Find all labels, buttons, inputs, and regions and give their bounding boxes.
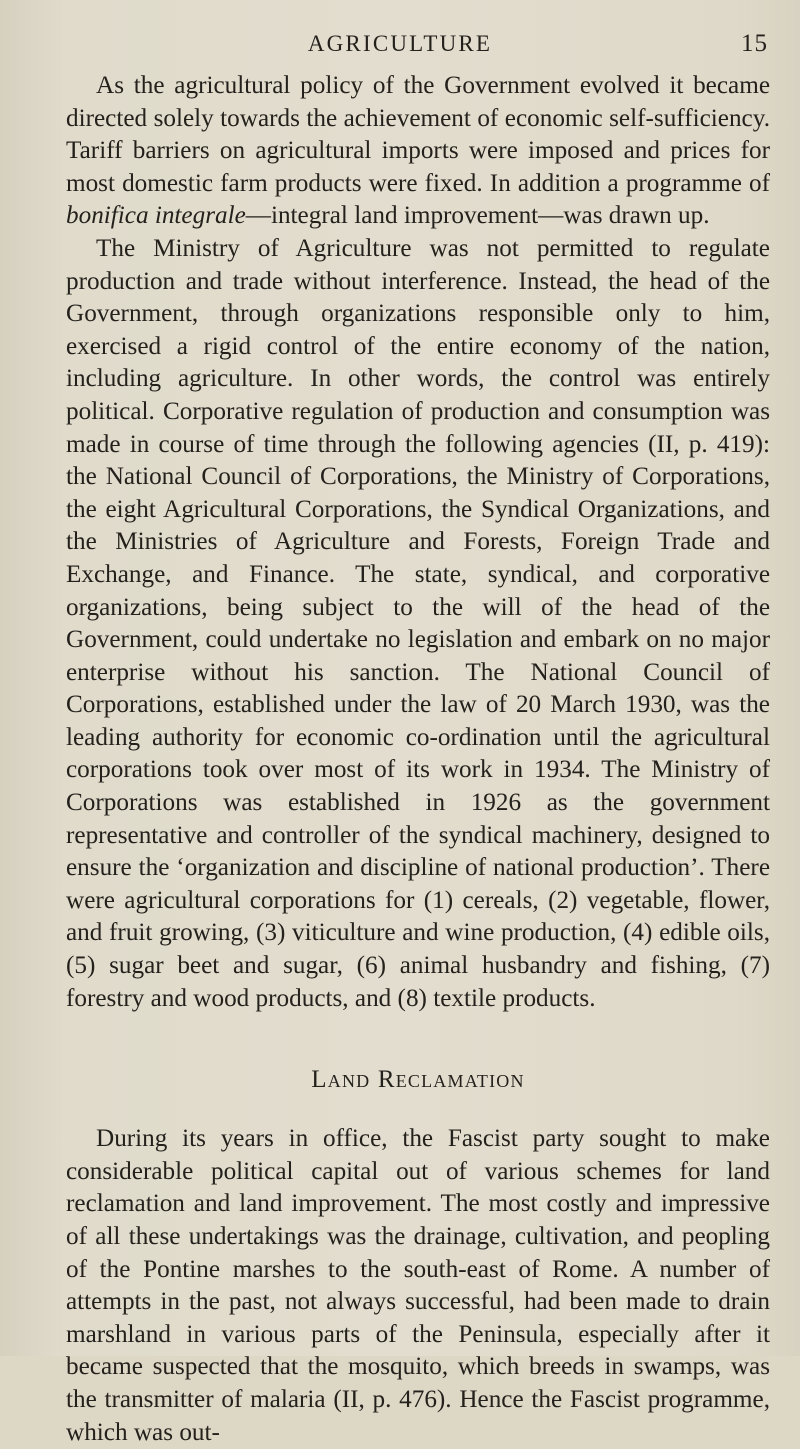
page-number: 15 — [741, 30, 768, 57]
running-title: AGRICULTURE — [307, 31, 493, 56]
paragraph-1-text-start: As the agricultural policy of the Government evolved it became directed solely towards the achievement of economic self-sufficiency. Tariff barriers on agricultural imports were imposed and prices for most domestic farm products were fixed. In addition a programme of — [66, 72, 770, 197]
paragraph-1 — [66, 70, 770, 233]
running-head — [0, 16, 800, 56]
body-text — [66, 70, 770, 1449]
section-heading: Land Reclamation — [311, 1066, 525, 1094]
paragraph-2: The Ministry of Agriculture was not permitted to regulate production and trade without interference. Instead, the head of the Government, through organizations responsible only to him, exercised a rigid control of the entire economy of the nation, including agriculture. In other words, the control was entirely political. Corporative regulation of production and consumption was made in course of time through the following agencies (II, p. 419): the National Council of Corporations, the Ministry of Corporations, the eight Agricultural Corporations, the Syndical Organizations, and the Ministries of Agriculture and Forests, Foreign Trade and Exchange, and Finance. The state, syndical, and corporative organizations, being subject to the will of the head of the Government, could undertake no legislation and embark on no major enterprise without his sanction. The National Council of Corporations, established under the law of 20 March 1930, was the leading authority for economic co-ordination until the agricultural corporations took over most of its work in 1934. The Ministry of Corporations was established in 1926 as the government representative and controller of the syndical machinery, designed to ensure the ‘organization and discipline of national production’. There were agricultural corporations for (1) cereals, (2) vegetable, flower, and fruit growing, (3) viticulture and wine production, (4) edible oils, (5) sugar beet and sugar, (6) animal husbandry and fishing, (7) forestry and wood products, and (8) textile products. — [66, 234, 770, 1012]
paragraph-3: During its years in office, the Fascist party sought to make considerable political capital out of various schemes for land reclamation and land improvement. The most costly and impressive of all these undertakings was the drainage, cultivation, and peopling of the Pontine marshes to the south-east of Rome. A number of attempts in the past, not always successful, had been made to drain marshland in various parts of the Peninsula, especially after it became suspected that the mosquito, which breeds in swamps, was the transmitter of malaria (II, p. 476). Hence the Fascist programme, which was out- — [66, 1125, 770, 1446]
paragraph-1-text-end: —integral land improvement—was drawn up. — [245, 202, 710, 230]
italic-term: bonifica integrale — [66, 202, 246, 230]
